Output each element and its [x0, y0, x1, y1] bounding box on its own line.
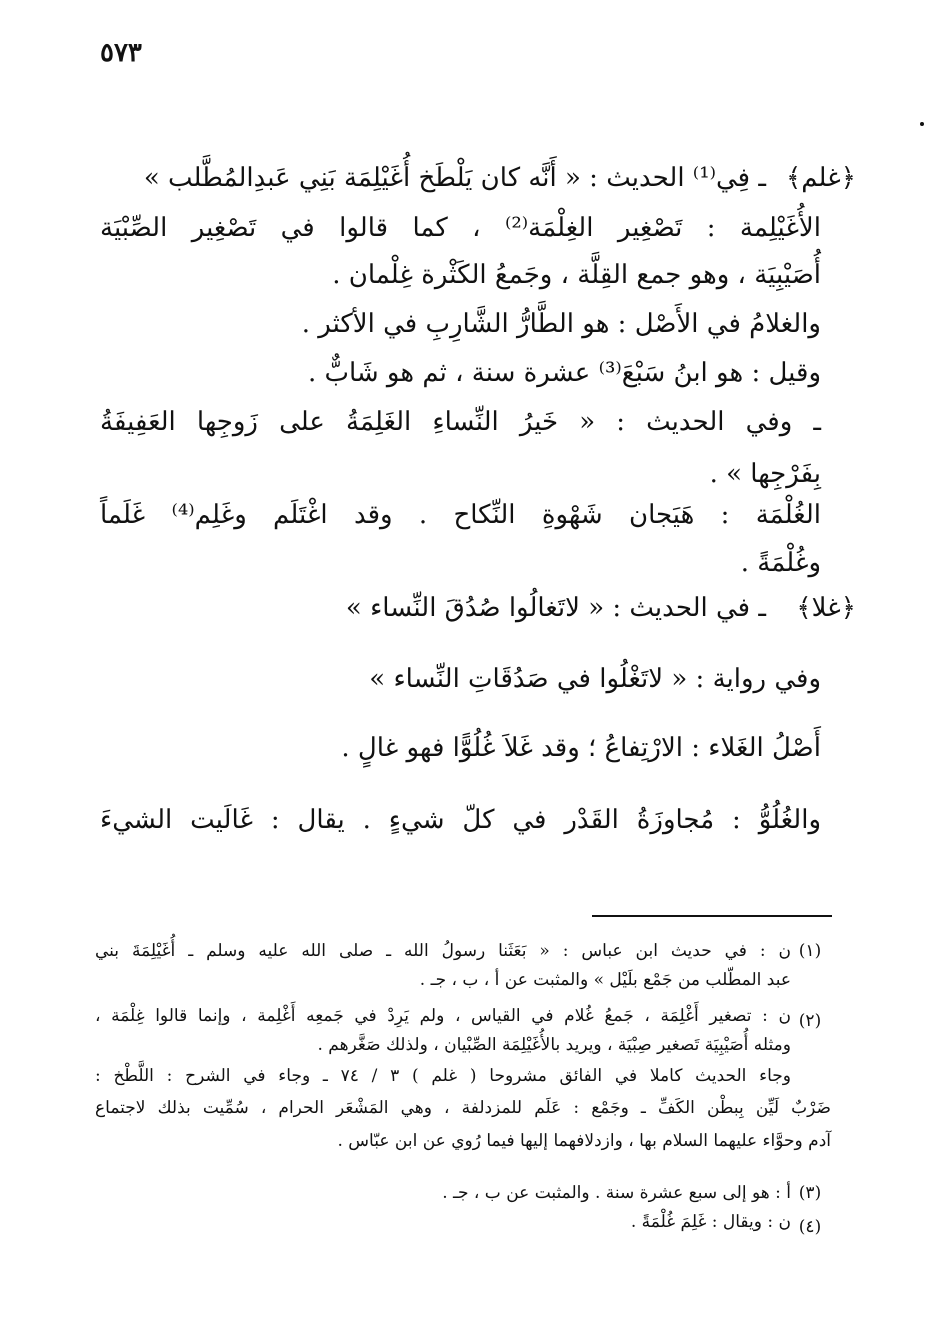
footnote-label-2: (٢)	[798, 1011, 822, 1031]
headword: غلا	[811, 593, 841, 623]
body-line-6: ـ وفي الحديث : « خَيرُ النِّساءِ الغَلِمَةُ على زَوجِها العَفِيفَةُ	[100, 407, 821, 437]
body-line-9: وغُلْمَةً .	[740, 548, 821, 578]
footnote-2-line-3: وجاء الحديث كاملا في الفائق مشروحا ( غلم ) ٣ / ٧٤ ـ وجاء في الشرح : اللَّطْخ :	[95, 1066, 791, 1086]
entry-headword-ghalam	[761, 163, 856, 194]
entry-headword-ghala	[761, 593, 856, 624]
body-line-5: وقيل : هو ابنُ سَبْعَ⁽³⁾ عشرة سنة ، ثم هو شَابٌّ .	[307, 358, 821, 388]
ornament-left: ﴾	[786, 163, 802, 193]
body-line-12: أَصْلُ الغَلاء : الارْتِفاعُ ؛ وقد غَلاَ غُلُوًّا فهو غالٍ .	[341, 733, 821, 763]
body-line-4: والغلامُ في الأَصْل : هو الطَّارُّ الشَّارِبِ في الأكثر .	[301, 309, 821, 339]
footnote-4-line-1: ن : ويقال : غَلِمَ غُلْمَةً .	[630, 1212, 791, 1232]
footnote-1-line-2: عبد المطّلب من جَمْع بلَيْل » والمثبت عن أ ، ب ، جـ .	[419, 970, 791, 990]
margin-dot	[920, 122, 924, 126]
body-line-13: والغُلُوُّ : مُجاوزَةُ القَدْر في كلّ شيءٍ . يقال : غَالَيت الشيءَ	[100, 805, 821, 835]
footnote-1-line-1: ن : في حديث ابن عباس : « بَعَثَنا رسولُ الله ـ صلى الله عليه وسلم ـ أُغَيْلِمَةَ بني	[95, 941, 791, 961]
footnote-label-1: (١)	[798, 941, 822, 961]
body-line-11: وفي رواية : « لاتَغْلُوا في صَدُقَاتِ النِّساء »	[369, 664, 821, 694]
body-line-10: ـ في الحديث : « لاتَغالُوا صُدُقَ النِّساء »	[345, 593, 766, 623]
footnote-separator	[592, 915, 832, 917]
footnote-2-line-2: ومثله أُصَيْبِيَة تَصغير صِبْيَة ، ويريد بالأُغَيْلِمَة الصِّبْيان ، ولذلك صَغَّرهم .	[317, 1035, 791, 1055]
footnote-2-line-1: ن : تصغير أَغْلِمَة ، جَمعُ غُلام في القياس ، ولم يَرِدْ في جَمعِه أَغْلِمة ، وإنما قالوا غِلْمَة ،	[95, 1006, 791, 1026]
body-line-3: أُصَيْبِيَة ، وهو جمع القِلَّة ، وجَمعُ الكَثْرة غِلْمان .	[332, 260, 821, 290]
body-line-1: ـ فِي⁽¹⁾ الحديث : « أَنَّه كان يَلْطَخ أُغَيْلِمَة بَنِي عَبدِالمُطَّلب »	[143, 163, 766, 193]
footnote-label-3: (٣)	[798, 1183, 822, 1203]
footnote-2-line-4: ضَرْبٌ لَيِّن بِبطْن الكَفِّ ـ وجَمْع : عَلَم للمزدلفة ، وهي المَشْعَر الحرام ، سُمِّيت بذلك لاجتماع	[95, 1098, 831, 1118]
ornament-right: ﴿	[840, 163, 856, 193]
footnote-label-4: (٤)	[798, 1217, 822, 1237]
body-line-8: الغُلْمَة : هَيَجان شَهْوةِ النِّكاح . وقد اغْتَلَم وغَلِم⁽⁴⁾ غَلَماً	[100, 500, 821, 530]
body-line-2: الأُغَيْلِمة : تَصْغِير الغِلْمَة⁽²⁾ ، كما قالوا في تَصْغِير الصِّبْيَة	[100, 213, 821, 243]
headword: غلم	[801, 163, 841, 193]
ornament-right: ﴿	[840, 593, 856, 623]
page-number: ٥٧٣	[100, 38, 142, 68]
footnote-2-line-5: آدم وحوَّاء عليهما السلام بها ، وازدلافهما إليها فيما رُوي عن ابن عبّاس .	[337, 1131, 831, 1151]
ornament-left: ﴾	[796, 593, 812, 623]
footnote-3-line-1: أ : هو إلى سبع عشرة سنة . والمثبت عن ب ، جـ .	[442, 1183, 791, 1203]
body-line-7: بِفَرْجِها » .	[709, 459, 821, 489]
